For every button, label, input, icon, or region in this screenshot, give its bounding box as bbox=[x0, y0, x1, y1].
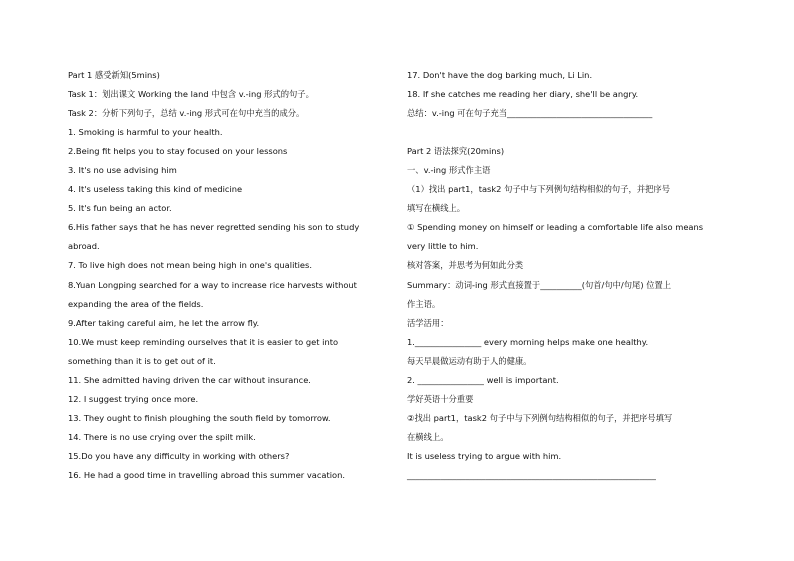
left-text-line: 12. I suggest trying once more. bbox=[68, 393, 199, 404]
right-text-line: 18. If she catches me reading her diary, she'll be angry. bbox=[407, 89, 639, 100]
left-text-line: 8.Yuan Longping searched for a way to increase rice harvests without bbox=[68, 279, 357, 290]
right-text-line: 核对答案，并思考为何如此分类 bbox=[407, 260, 524, 271]
right-text-line: 活学活用： bbox=[407, 317, 449, 328]
right-text-line: ____________________________________________________________ bbox=[407, 469, 656, 480]
left-text-line: 3. It's no use advising him bbox=[68, 165, 177, 176]
left-text-line: 13. They ought to finish ploughing the south field by tomorrow. bbox=[68, 412, 331, 423]
left-text-line: 11. She admitted having driven the car without insurance. bbox=[68, 374, 311, 385]
left-text-line: 9.After taking careful aim, he let the arrow fly. bbox=[68, 317, 260, 328]
right-text-line: 每天早晨做运动有助于人的健康。 bbox=[407, 355, 532, 366]
left-text-line: abroad. bbox=[68, 241, 100, 252]
right-text-line: 一、v.-ing 形式作主语 bbox=[407, 165, 491, 176]
right-text-line: Part 2 语法探究(20mins) bbox=[407, 146, 505, 157]
left-text-line: 14. There is no use crying over the spilt milk. bbox=[68, 431, 256, 442]
right-text-line: （1）找出 part1，task2 句子中与下列例句结构相似的句子，并把序号 bbox=[407, 184, 671, 195]
right-text-line: 学好英语十分重要 bbox=[407, 393, 474, 404]
left-text-line: 2.Being fit helps you to stay focused on your lessons bbox=[68, 146, 288, 157]
right-text-line: 作主语。 bbox=[407, 298, 441, 309]
right-text-line: 2. ________________ well is important. bbox=[407, 374, 559, 385]
left-text-line: 1. Smoking is harmful to your health. bbox=[68, 127, 223, 138]
left-text-line: 10.We must keep reminding ourselves that it is easier to get into bbox=[68, 336, 339, 347]
left-text-line: 16. He had a good time in travelling abroad this summer vacation. bbox=[68, 469, 346, 480]
left-text-line: 15.Do you have any difficulty in working with others? bbox=[68, 450, 290, 461]
right-text-line: Summary：动词-ing 形式直接置于__________(句首/句中/句尾) 位置上 bbox=[407, 279, 672, 290]
right-text-line: It is useless trying to argue with him. bbox=[407, 450, 562, 461]
left-text-line: 5. It's fun being an actor. bbox=[68, 203, 172, 214]
left-text-line: Task 1：划出课文 Working the land 中包含 v.-ing 形式的句子。 bbox=[68, 89, 314, 100]
right-text-line: 总结：v.-ing 可在句子充当___________________________________ bbox=[407, 108, 653, 119]
section-spacer bbox=[407, 123, 727, 142]
left-column bbox=[68, 66, 368, 485]
right-text-line: ②找出 part1，task2 句子中与下列例句结构相似的句子，并把序号填写 bbox=[407, 412, 673, 423]
right-column bbox=[407, 66, 727, 485]
right-text-line: 17. Don't have the dog barking much, Li Lin. bbox=[407, 70, 593, 80]
left-text-line: expanding the area of the fields. bbox=[68, 298, 204, 309]
left-text-line: Task 2：分析下列句子，总结 v.-ing 形式可在句中充当的成分。 bbox=[68, 108, 305, 119]
right-text-line: 在横线上。 bbox=[407, 431, 449, 442]
left-text-line: something than it is to get out of it. bbox=[68, 355, 216, 366]
right-text-line: very little to him. bbox=[407, 241, 479, 252]
right-text-line: 1.________________ every morning helps make one healthy. bbox=[407, 336, 649, 347]
left-text-line: 4. It's useless taking this kind of medicine bbox=[68, 184, 243, 195]
left-text-line: Part 1 感受新知(5mins) bbox=[68, 70, 160, 80]
left-text-line: 7. To live high does not mean being high in one's qualities. bbox=[68, 260, 312, 271]
right-text-line: ① Spending money on himself or leading a comfortable life also means bbox=[407, 222, 704, 233]
right-text-line: 填写在横线上。 bbox=[407, 203, 466, 214]
left-text-line: 6.His father says that he has never regretted sending his son to study bbox=[68, 222, 360, 233]
